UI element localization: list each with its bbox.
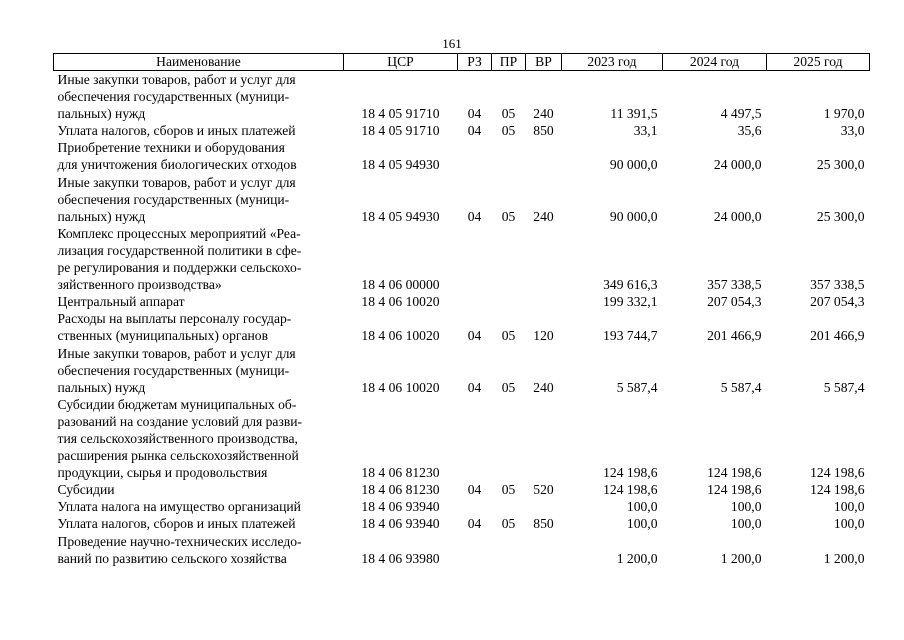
cell-2024: 207 054,3 bbox=[707, 294, 762, 310]
column-header-2024: 2024 год bbox=[663, 54, 767, 71]
cell-name: Уплата налогов, сборов и иных платежей bbox=[57, 516, 296, 532]
cell-csr: 18 4 05 94930 bbox=[361, 157, 440, 173]
cell-name: Центральный аппарат bbox=[57, 294, 185, 310]
cell-rz: 04 bbox=[467, 123, 482, 139]
cell-csr: 18 4 06 00000 bbox=[361, 277, 440, 293]
column-header-vr: ВР bbox=[526, 54, 562, 71]
cell-2023: 199 332,1 bbox=[603, 294, 658, 310]
table-row bbox=[54, 122, 870, 139]
column-header-2025: 2025 год bbox=[767, 54, 870, 71]
cell-2023: 100,0 bbox=[626, 499, 658, 515]
column-header-csr: ЦСР bbox=[344, 54, 458, 71]
cell-pr bbox=[492, 139, 526, 173]
cell-vr: 850 bbox=[533, 123, 554, 139]
cell-pr bbox=[492, 396, 526, 481]
cell-2023: 124 198,6 bbox=[603, 465, 658, 481]
table-row bbox=[54, 481, 870, 498]
cell-2024: 100,0 bbox=[730, 516, 762, 532]
cell-name: Уплата налогов, сборов и иных платежей bbox=[57, 123, 296, 139]
table-row bbox=[54, 498, 870, 515]
cell-vr bbox=[526, 225, 562, 293]
cell-2025: 100,0 bbox=[833, 516, 865, 532]
table-header-row bbox=[54, 54, 870, 71]
cell-vr: 120 bbox=[533, 328, 554, 344]
cell-2024: 4 497,5 bbox=[720, 106, 762, 122]
cell-2024: 201 466,9 bbox=[707, 328, 762, 344]
cell-2023: 33,1 bbox=[633, 123, 658, 139]
cell-csr: 18 4 05 91710 bbox=[361, 106, 440, 122]
page-number: 161 bbox=[442, 36, 462, 51]
cell-csr: 18 4 06 10020 bbox=[361, 379, 440, 395]
cell-name: Комплекс процессных мероприятий «Реа- лизация государственной политики в сфе- ре регулирования и поддержки сельскохо- зяйственного производства» bbox=[57, 225, 302, 293]
table-row bbox=[54, 533, 870, 567]
cell-vr bbox=[526, 293, 562, 310]
cell-2024: 100,0 bbox=[730, 499, 762, 515]
cell-name: Уплата налога на имущество организаций bbox=[57, 499, 301, 515]
cell-name: Расходы на выплаты персоналу государ- ственных (муниципальных) органов bbox=[57, 311, 292, 344]
cell-2025: 1 970,0 bbox=[823, 106, 865, 122]
cell-csr: 18 4 06 93980 bbox=[361, 550, 440, 566]
cell-2023: 11 391,5 bbox=[610, 106, 658, 122]
cell-csr: 18 4 05 94930 bbox=[361, 208, 440, 224]
cell-pr bbox=[492, 533, 526, 567]
cell-2025: 124 198,6 bbox=[810, 465, 865, 481]
cell-pr: 05 bbox=[501, 516, 516, 532]
cell-2024: 124 198,6 bbox=[707, 482, 762, 498]
cell-csr: 18 4 06 93940 bbox=[361, 516, 440, 532]
cell-name: Иные закупки товаров, работ и услуг для обеспечения государственных (муници- пальных) нужд bbox=[57, 174, 296, 224]
column-header-2023: 2023 год bbox=[562, 54, 663, 71]
cell-2023: 1 200,0 bbox=[616, 550, 658, 566]
cell-rz: 04 bbox=[467, 208, 482, 224]
cell-2025: 201 466,9 bbox=[810, 328, 865, 344]
column-header-rz: РЗ bbox=[458, 54, 492, 71]
cell-2025: 100,0 bbox=[833, 499, 865, 515]
cell-2024: 24 000,0 bbox=[713, 208, 762, 224]
cell-vr: 240 bbox=[533, 106, 554, 122]
table-row bbox=[54, 396, 870, 481]
cell-vr: 520 bbox=[533, 482, 554, 498]
cell-vr bbox=[526, 139, 562, 173]
cell-name: Проведение научно-технических исследо- ваний по развитию сельского хозяйства bbox=[57, 533, 302, 566]
cell-pr: 05 bbox=[501, 208, 516, 224]
cell-2025: 207 054,3 bbox=[810, 294, 865, 310]
cell-pr bbox=[492, 293, 526, 310]
cell-2023: 100,0 bbox=[626, 516, 658, 532]
cell-2024: 357 338,5 bbox=[707, 277, 762, 293]
cell-rz bbox=[458, 498, 492, 515]
table-row bbox=[54, 174, 870, 225]
cell-2025: 124 198,6 bbox=[810, 482, 865, 498]
cell-pr: 05 bbox=[501, 106, 516, 122]
cell-2023: 193 744,7 bbox=[603, 328, 658, 344]
cell-vr bbox=[526, 533, 562, 567]
cell-pr: 05 bbox=[501, 482, 516, 498]
cell-2025: 25 300,0 bbox=[816, 208, 865, 224]
cell-csr: 18 4 05 91710 bbox=[361, 123, 440, 139]
cell-2024: 124 198,6 bbox=[707, 465, 762, 481]
cell-2024: 24 000,0 bbox=[713, 157, 762, 173]
cell-pr bbox=[492, 498, 526, 515]
cell-name: Субсидии bbox=[57, 482, 115, 498]
cell-pr: 05 bbox=[501, 328, 516, 344]
cell-2023: 349 616,3 bbox=[603, 277, 658, 293]
cell-2025: 33,0 bbox=[840, 123, 865, 139]
table-row bbox=[54, 345, 870, 396]
table-body bbox=[54, 71, 870, 567]
cell-csr: 18 4 06 81230 bbox=[361, 482, 440, 498]
cell-rz: 04 bbox=[467, 328, 482, 344]
cell-csr: 18 4 06 93940 bbox=[361, 499, 440, 515]
cell-rz bbox=[458, 396, 492, 481]
cell-2025: 1 200,0 bbox=[823, 550, 865, 566]
cell-2024: 1 200,0 bbox=[720, 550, 762, 566]
cell-rz bbox=[458, 293, 492, 310]
cell-2023: 90 000,0 bbox=[609, 157, 658, 173]
cell-2025: 5 587,4 bbox=[823, 379, 865, 395]
cell-pr: 05 bbox=[501, 123, 516, 139]
table-row bbox=[54, 310, 870, 344]
budget-table bbox=[53, 53, 870, 567]
cell-pr bbox=[492, 225, 526, 293]
cell-name: Приобретение техники и оборудования для уничтожения биологических отходов bbox=[57, 140, 297, 173]
cell-rz bbox=[458, 533, 492, 567]
cell-2025: 357 338,5 bbox=[810, 277, 865, 293]
cell-vr bbox=[526, 498, 562, 515]
cell-vr: 850 bbox=[533, 516, 554, 532]
cell-name: Иные закупки товаров, работ и услуг для обеспечения государственных (муници- пальных) нужд bbox=[57, 345, 296, 395]
table-row bbox=[54, 293, 870, 310]
cell-csr: 18 4 06 10020 bbox=[361, 294, 440, 310]
cell-rz: 04 bbox=[467, 106, 482, 122]
cell-rz bbox=[458, 225, 492, 293]
cell-csr: 18 4 06 81230 bbox=[361, 465, 440, 481]
cell-vr bbox=[526, 396, 562, 481]
table-row bbox=[54, 71, 870, 123]
cell-2023: 124 198,6 bbox=[603, 482, 658, 498]
cell-vr: 240 bbox=[533, 208, 554, 224]
cell-2024: 5 587,4 bbox=[720, 379, 762, 395]
cell-csr: 18 4 06 10020 bbox=[361, 328, 440, 344]
table-row bbox=[54, 225, 870, 293]
table-row bbox=[54, 139, 870, 173]
cell-rz: 04 bbox=[467, 482, 482, 498]
cell-rz: 04 bbox=[467, 516, 482, 532]
cell-2025: 25 300,0 bbox=[816, 157, 865, 173]
column-header-name: Наименование bbox=[54, 54, 344, 71]
cell-pr: 05 bbox=[501, 379, 516, 395]
cell-name: Субсидии бюджетам муниципальных об- разований на создание условий для разви- тия сельскохозяйственного производства, расширения рынка сельскохозяйственной продукции, сырья и продовольствия bbox=[57, 396, 303, 481]
table-row bbox=[54, 515, 870, 532]
cell-2024: 35,6 bbox=[737, 123, 762, 139]
cell-2023: 90 000,0 bbox=[609, 208, 658, 224]
cell-rz bbox=[458, 139, 492, 173]
column-header-pr: ПР bbox=[492, 54, 526, 71]
cell-vr: 240 bbox=[533, 379, 554, 395]
cell-name: Иные закупки товаров, работ и услуг для обеспечения государственных (муници- пальных) нужд bbox=[57, 72, 296, 122]
cell-rz: 04 bbox=[467, 379, 482, 395]
cell-2023: 5 587,4 bbox=[616, 379, 658, 395]
